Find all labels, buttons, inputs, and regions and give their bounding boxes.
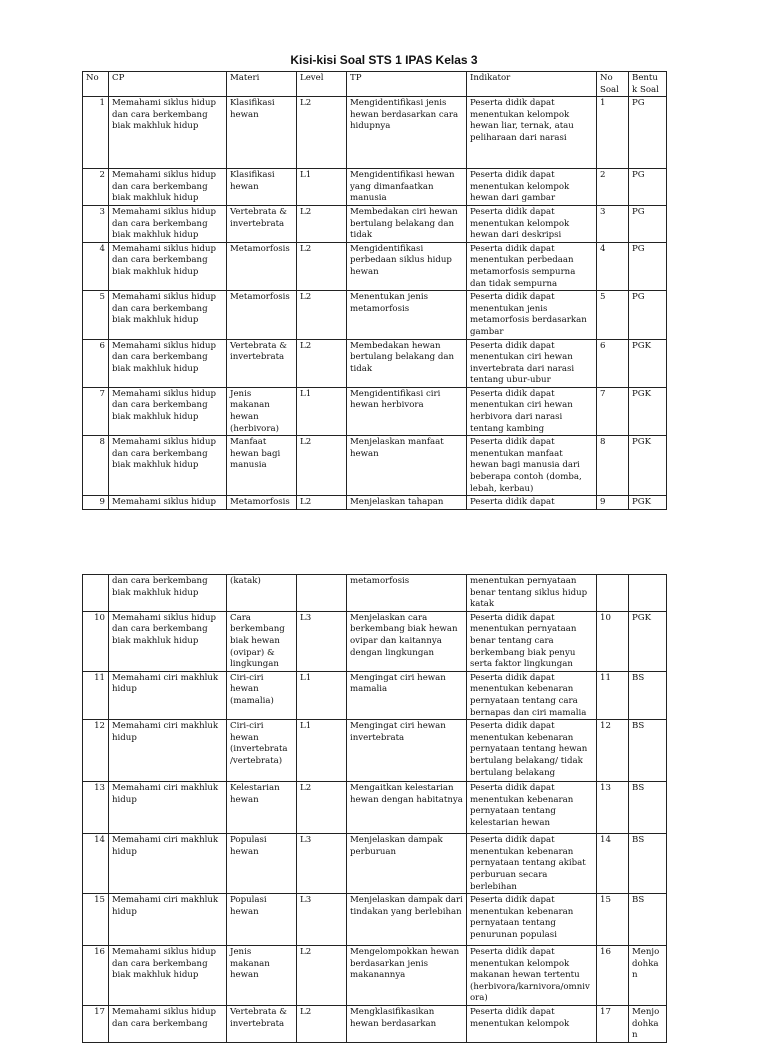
table-row — [83, 720, 667, 782]
cell-tp: Mengidentifikasi perbedaan siklus hidup hewan — [347, 242, 467, 290]
cell-level: L2 — [297, 436, 347, 496]
cell-tp: Mengelompokkan hewan berdasarkan jenis makanannya — [347, 946, 467, 1006]
cell-tp: Mengingat ciri hewan invertebrata — [347, 720, 467, 782]
cell-no: 14 — [83, 834, 109, 894]
cell-cp: Memahami ciri makhluk hidup — [109, 782, 227, 834]
cell-indikator: Peserta didik dapat menentukan kebenaran pernyataan tentang cara bernapas dan ciri mamalia — [467, 671, 597, 719]
header-materi: Materi — [227, 72, 297, 97]
cell-bentuk-soal: Menjodohkan — [629, 946, 667, 1006]
cell-no-soal: 12 — [597, 720, 629, 782]
cell-no — [83, 575, 109, 612]
cell-no: 17 — [83, 1006, 109, 1043]
cell-tp: Menentukan jenis metamorfosis — [347, 291, 467, 339]
cell-bentuk-soal: BS — [629, 671, 667, 719]
table-header-row — [83, 72, 667, 97]
table-row — [83, 611, 667, 671]
cell-bentuk-soal: PGK — [629, 436, 667, 496]
cell-tp: Mengidentifikasi jenis hewan berdasarkan cara hidupnya — [347, 97, 467, 169]
cell-cp: Memahami ciri makhluk hidup — [109, 720, 227, 782]
table-row — [83, 339, 667, 387]
cell-no-soal — [597, 575, 629, 612]
cell-materi: Klasifikasi hewan — [227, 97, 297, 169]
cell-tp: Menjelaskan dampak perburuan — [347, 834, 467, 894]
cell-cp: Memahami siklus hidup dan cara berkembang biak makhluk hidup — [109, 611, 227, 671]
cell-level: L2 — [297, 1006, 347, 1043]
cell-no-soal: 8 — [597, 436, 629, 496]
cell-no-soal: 1 — [597, 97, 629, 169]
cell-no: 9 — [83, 496, 109, 510]
cell-indikator: Peserta didik dapat — [467, 496, 597, 510]
cell-no: 12 — [83, 720, 109, 782]
cell-materi: Populasi hewan — [227, 834, 297, 894]
cell-no-soal: 10 — [597, 611, 629, 671]
cell-no-soal: 2 — [597, 169, 629, 206]
cell-indikator: Peserta didik dapat menentukan perbedaan metamorfosis sempurna dan tidak sempurna — [467, 242, 597, 290]
cell-tp: Menjelaskan dampak dari tindakan yang berlebihan — [347, 894, 467, 946]
cell-materi: Cara berkembang biak hewan (ovipar) & lingkungan — [227, 611, 297, 671]
cell-no-soal: 14 — [597, 834, 629, 894]
cell-no: 1 — [83, 97, 109, 169]
cell-bentuk-soal: PG — [629, 169, 667, 206]
cell-indikator: Peserta didik dapat menentukan manfaat hewan bagi manusia dari beberapa contoh (domba, lebah, kerbau) — [467, 436, 597, 496]
cell-level: L2 — [297, 291, 347, 339]
cell-tp: Mengaitkan kelestarian hewan dengan habitatnya — [347, 782, 467, 834]
cell-no: 11 — [83, 671, 109, 719]
cell-materi: Metamorfosis — [227, 242, 297, 290]
cell-cp: Memahami siklus hidup dan cara berkembang biak makhluk hidup — [109, 339, 227, 387]
cell-indikator: Peserta didik dapat menentukan kebenaran pernyataan tentang kelestarian hewan — [467, 782, 597, 834]
cell-cp: dan cara berkembang biak makhluk hidup — [109, 575, 227, 612]
cell-bentuk-soal: PG — [629, 291, 667, 339]
cell-bentuk-soal: PGK — [629, 339, 667, 387]
cell-no-soal: 5 — [597, 291, 629, 339]
header-no: No — [83, 72, 109, 97]
cell-level: L2 — [297, 205, 347, 242]
cell-no: 13 — [83, 782, 109, 834]
table-row — [83, 205, 667, 242]
kisi-table-page-2 — [82, 574, 667, 1043]
cell-materi: Metamorfosis — [227, 291, 297, 339]
cell-bentuk-soal: PG — [629, 97, 667, 169]
cell-bentuk-soal: Menjodohkan — [629, 1006, 667, 1043]
header-indikator: Indikator — [467, 72, 597, 97]
cell-level — [297, 575, 347, 612]
table-row — [83, 671, 667, 719]
table-row — [83, 834, 667, 894]
cell-bentuk-soal: PGK — [629, 496, 667, 510]
cell-tp: Mengidentifikasi ciri hewan herbivora — [347, 387, 467, 435]
cell-no-soal: 15 — [597, 894, 629, 946]
cell-bentuk-soal: BS — [629, 720, 667, 782]
cell-no: 5 — [83, 291, 109, 339]
cell-materi: Ciri-ciri hewan (invertebrata /vertebrata) — [227, 720, 297, 782]
cell-cp: Memahami ciri makhluk hidup — [109, 671, 227, 719]
cell-bentuk-soal: BS — [629, 894, 667, 946]
cell-indikator: Peserta didik dapat menentukan kelompok — [467, 1006, 597, 1043]
header-tp: TP — [347, 72, 467, 97]
cell-no: 16 — [83, 946, 109, 1006]
cell-level: L2 — [297, 946, 347, 1006]
table-row — [83, 894, 667, 946]
table-row — [83, 291, 667, 339]
cell-cp: Memahami siklus hidup dan cara berkembang biak makhluk hidup — [109, 946, 227, 1006]
cell-materi: Klasifikasi hewan — [227, 169, 297, 206]
cell-level: L3 — [297, 894, 347, 946]
cell-indikator: Peserta didik dapat menentukan kelompok makanan hewan tertentu (herbivora/karnivora/omnivora) — [467, 946, 597, 1006]
cell-indikator: Peserta didik dapat menentukan jenis metamorfosis berdasarkan gambar — [467, 291, 597, 339]
cell-tp: Membedakan ciri hewan bertulang belakang dan tidak — [347, 205, 467, 242]
cell-no: 15 — [83, 894, 109, 946]
cell-tp: Menjelaskan manfaat hewan — [347, 436, 467, 496]
cell-indikator: Peserta didik dapat menentukan kelompok hewan liar, ternak, atau peliharaan dari narasi — [467, 97, 597, 169]
cell-indikator: menentukan pernyataan benar tentang siklus hidup katak — [467, 575, 597, 612]
table-row — [83, 242, 667, 290]
cell-level: L1 — [297, 387, 347, 435]
cell-cp: Memahami siklus hidup dan cara berkembang — [109, 1006, 227, 1043]
cell-level: L2 — [297, 782, 347, 834]
kisi-table-page-1 — [82, 71, 667, 510]
cell-cp: Memahami siklus hidup dan cara berkembang biak makhluk hidup — [109, 387, 227, 435]
cell-cp: Memahami siklus hidup dan cara berkembang biak makhluk hidup — [109, 205, 227, 242]
cell-tp: Menjelaskan cara berkembang biak hewan ovipar dan kaitannya dengan lingkungan — [347, 611, 467, 671]
cell-cp: Memahami ciri makhluk hidup — [109, 834, 227, 894]
cell-indikator: Peserta didik dapat menentukan kebenaran pernyataan tentang hewan bertulang belakang/ tidak bertulang belakang — [467, 720, 597, 782]
cell-bentuk-soal: PGK — [629, 387, 667, 435]
cell-tp: Mengingat ciri hewan mamalia — [347, 671, 467, 719]
table-row — [83, 169, 667, 206]
cell-no-soal: 6 — [597, 339, 629, 387]
cell-materi: Kelestarian hewan — [227, 782, 297, 834]
cell-tp: Mengklasifikasikan hewan berdasarkan — [347, 1006, 467, 1043]
document-title: Kisi-kisi Soal STS 1 IPAS Kelas 3 — [290, 53, 478, 67]
cell-cp: Memahami siklus hidup — [109, 496, 227, 510]
cell-no: 2 — [83, 169, 109, 206]
cell-bentuk-soal: PGK — [629, 611, 667, 671]
cell-bentuk-soal: PG — [629, 205, 667, 242]
cell-indikator: Peserta didik dapat menentukan ciri hewan herbivora dari narasi tentang kambing — [467, 387, 597, 435]
cell-no: 3 — [83, 205, 109, 242]
cell-level: L1 — [297, 671, 347, 719]
cell-level: L1 — [297, 169, 347, 206]
cell-level: L2 — [297, 339, 347, 387]
cell-indikator: Peserta didik dapat menentukan pernyataan benar tentang cara berkembang biak penyu serta faktor lingkungan — [467, 611, 597, 671]
cell-materi: Populasi hewan — [227, 894, 297, 946]
table-row — [83, 97, 667, 169]
cell-cp: Memahami siklus hidup dan cara berkembang biak makhluk hidup — [109, 242, 227, 290]
cell-tp: Membedakan hewan bertulang belakang dan tidak — [347, 339, 467, 387]
cell-no: 8 — [83, 436, 109, 496]
cell-no: 4 — [83, 242, 109, 290]
cell-indikator: Peserta didik dapat menentukan kelompok hewan dari gambar — [467, 169, 597, 206]
cell-tp: metamorfosis — [347, 575, 467, 612]
cell-no-soal: 13 — [597, 782, 629, 834]
table-body-page-2 — [83, 575, 667, 1043]
cell-tp: Menjelaskan tahapan — [347, 496, 467, 510]
cell-level: L3 — [297, 834, 347, 894]
cell-bentuk-soal: BS — [629, 834, 667, 894]
cell-materi: Ciri-ciri hewan (mamalia) — [227, 671, 297, 719]
cell-materi: Manfaat hewan bagi manusia — [227, 436, 297, 496]
table-row — [83, 387, 667, 435]
cell-no: 10 — [83, 611, 109, 671]
cell-no-soal: 16 — [597, 946, 629, 1006]
cell-no-soal: 9 — [597, 496, 629, 510]
cell-no-soal: 3 — [597, 205, 629, 242]
cell-no-soal: 11 — [597, 671, 629, 719]
cell-indikator: Peserta didik dapat menentukan ciri hewan invertebrata dari narasi tentang ubur-ubur — [467, 339, 597, 387]
table-row — [83, 436, 667, 496]
cell-level: L2 — [297, 242, 347, 290]
cell-indikator: Peserta didik dapat menentukan kebenaran pernyataan tentang akibat perburuan secara berlebihan — [467, 834, 597, 894]
table-row — [83, 496, 667, 510]
cell-materi: (katak) — [227, 575, 297, 612]
cell-level: L2 — [297, 496, 347, 510]
cell-level: L1 — [297, 720, 347, 782]
cell-no: 7 — [83, 387, 109, 435]
cell-materi: Jenis makanan hewan — [227, 946, 297, 1006]
header-no-soal: No Soal — [597, 72, 629, 97]
cell-materi: Jenis makanan hewan (herbivora) — [227, 387, 297, 435]
table-row — [83, 575, 667, 612]
cell-no-soal: 4 — [597, 242, 629, 290]
cell-materi: Vertebrata & invertebrata — [227, 205, 297, 242]
header-level: Level — [297, 72, 347, 97]
table-row — [83, 782, 667, 834]
cell-no: 6 — [83, 339, 109, 387]
cell-level: L2 — [297, 97, 347, 169]
table-row — [83, 946, 667, 1006]
cell-level: L3 — [297, 611, 347, 671]
cell-materi: Vertebrata & invertebrata — [227, 339, 297, 387]
cell-indikator: Peserta didik dapat menentukan kelompok hewan dari deskripsi — [467, 205, 597, 242]
header-cp: CP — [109, 72, 227, 97]
cell-bentuk-soal — [629, 575, 667, 612]
cell-cp: Memahami siklus hidup dan cara berkembang biak makhluk hidup — [109, 291, 227, 339]
cell-cp: Memahami ciri makhluk hidup — [109, 894, 227, 946]
cell-no-soal: 7 — [597, 387, 629, 435]
table-body-page-1 — [83, 97, 667, 510]
cell-tp: Mengidentifikasi hewan yang dimanfaatkan manusia — [347, 169, 467, 206]
cell-materi: Metamorfosis — [227, 496, 297, 510]
cell-indikator: Peserta didik dapat menentukan kebenaran pernyataan tentang penurunan populasi — [467, 894, 597, 946]
header-bentuk-soal: Bentuk Soal — [629, 72, 667, 97]
cell-cp: Memahami siklus hidup dan cara berkembang biak makhluk hidup — [109, 169, 227, 206]
cell-cp: Memahami siklus hidup dan cara berkembang biak makhluk hidup — [109, 97, 227, 169]
cell-materi: Vertebrata & invertebrata — [227, 1006, 297, 1043]
cell-cp: Memahami siklus hidup dan cara berkembang biak makhluk hidup — [109, 436, 227, 496]
cell-bentuk-soal: PG — [629, 242, 667, 290]
cell-no-soal: 17 — [597, 1006, 629, 1043]
cell-bentuk-soal: BS — [629, 782, 667, 834]
